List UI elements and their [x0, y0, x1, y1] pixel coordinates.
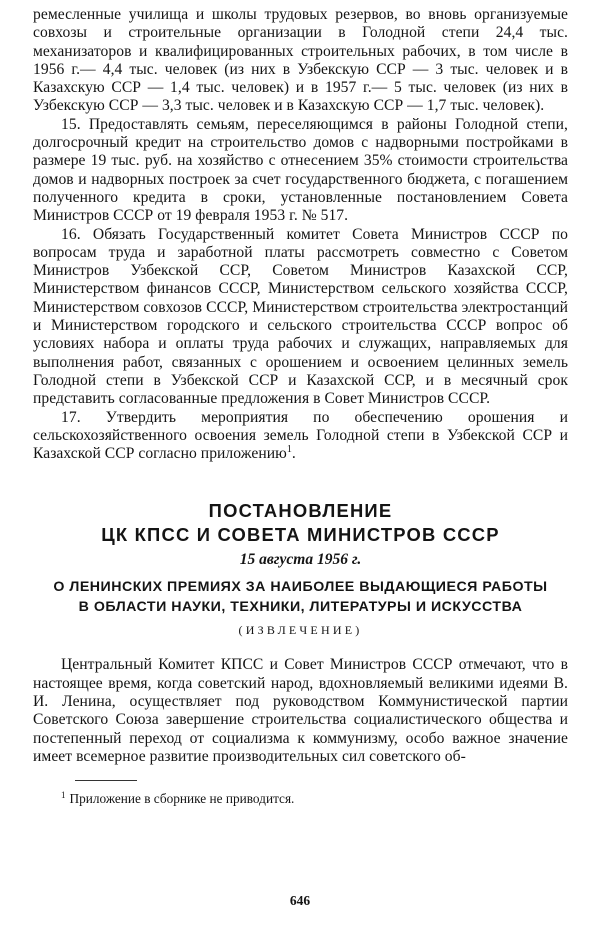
extract-label: (ИЗВЛЕЧЕНИЕ) — [238, 623, 363, 638]
decree-heading — [33, 499, 568, 638]
decree-subject-line2: В ОБЛАСТИ НАУКИ, ТЕХНИКИ, ЛИТЕРАТУРЫ И ИСКУССТВА — [78, 599, 523, 616]
footnote-divider — [75, 780, 137, 781]
decree-subject-line1: О ЛЕНИНСКИХ ПРЕМИЯХ ЗА НАИБОЛЕЕ ВЫДАЮЩИЕСЯ РАБОТЫ — [53, 579, 548, 596]
paragraph-item-15: 15. Предоставлять семьям, переселяющимся в районы Голодной степи, долгосрочный кредит на строительство домов с надворными постройками в размере 19 тыс. руб. на хозяйство с отнесением 35% стоимости строительства домов и надворных построек за счет государственного бюджета, с погашением полученного кредита в сроки, установленные постановлением Совета Министров СССР от 19 февраля 1953 г. № 517. — [33, 115, 568, 225]
footnote-mark: 1 — [61, 789, 66, 800]
decree-date: 15 августа 1956 г. — [239, 551, 362, 569]
page-number: 646 — [289, 893, 311, 908]
decree-title-line1: ПОСТАНОВЛЕНИЕ — [208, 500, 393, 522]
document-page — [33, 6, 568, 808]
paragraph-item-16: 16. Обязать Государственный комитет Совета Министров СССР по вопросам труда и заработной платы рассмотреть совместно с Советом Министров Узбекской ССР, Советом Министров Казахской ССР, Министерством финансов СССР, Министерством сельского хозяйства СССР, Министерством совхозов СССР, Министерством строительства электростанций и Министерством городского и сельского строительства СССР вопрос об условиях набора и оплаты труда рабочих и служащих, направляемых для выполнения работ, связанных с орошением и освоением целинных земель Голодной степи в Узбекской ССР и Казахской ССР, и в месячный срок представить согласованные предложения в Совет Министров СССР. — [33, 225, 568, 408]
decree-body-paragraph: Центральный Комитет КПСС и Совет Министров СССР отмечают, что в настоящее время, когда советский народ, вдохновляемый великими идеями В. И. Ленина, осуществляет под руководством Коммунистической партии Советского Союза завершение строительства социалистического общества и постепенный переход от социализма к коммунизму, особо важное значение имеет всемерное развитие производительных сил советского об- — [33, 656, 568, 765]
decree-title-line2: ЦК КПСС И СОВЕТА МИНИСТРОВ СССР — [101, 524, 500, 546]
paragraph-continuation: ремесленные училища и школы трудовых резервов, во вновь организуемые совхозы и строительные организации в Голодной степи 24,4 тыс. механизаторов и квалифицированных строительных рабочих, в том числе в 1956 г.— 4,4 тыс. человек (из них в Узбекскую ССР — 3 тыс. человек и в Казахскую ССР — 1,4 тыс. человек) и в 1957 г.— 5 тыс. человек (из них в Узбекскую ССР — 3,3 тыс. человек и в Казахскую ССР — 1,7 тыс. человек). — [33, 6, 568, 115]
paragraph-item-17-text: 17. Утвердить мероприятия по обеспечению орошения и сельскохозяйственного освоения земель Голодной степи в Узбекской ССР и Казахской ССР согласно приложению — [33, 408, 568, 463]
footnote-text: Приложение в сборнике не приводится. — [69, 791, 295, 807]
footnote — [61, 790, 568, 808]
paragraph-item-17: 17. Утвердить мероприятия по обеспечению орошения и сельскохозяйственного освоения земель Голодной степи в Узбекской ССР и Казахской ССР согласно приложению$^1$. — [33, 408, 568, 463]
footnote-reference: 1 — [286, 443, 292, 455]
